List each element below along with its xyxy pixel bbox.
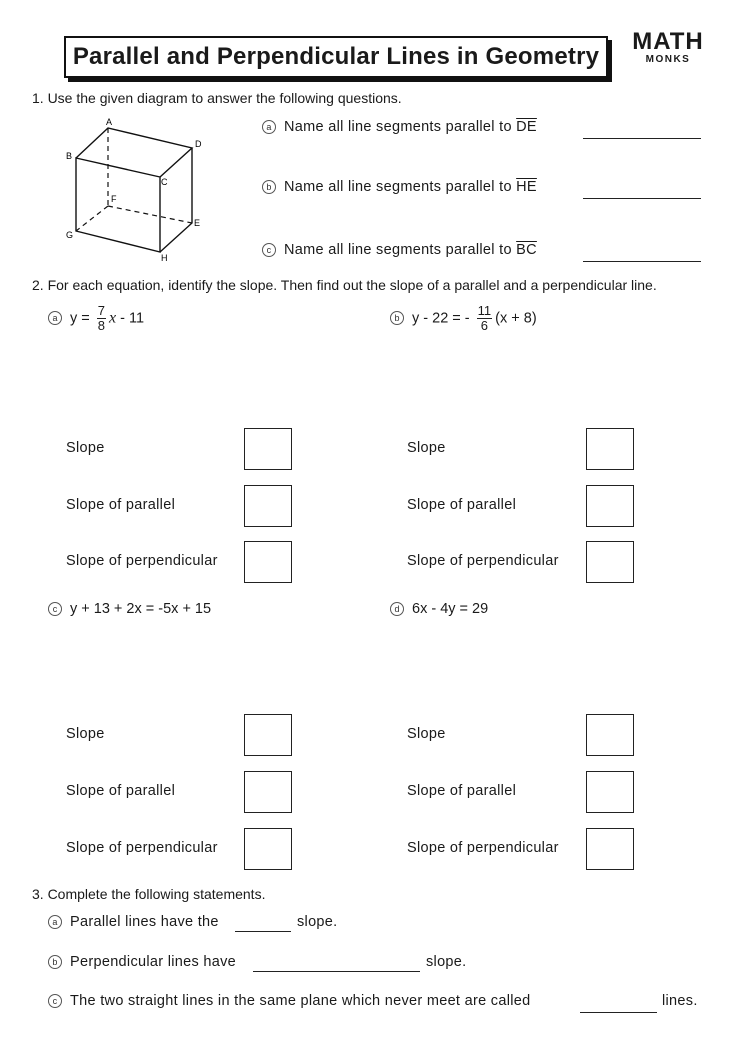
- q2a-perpendicular-label: Slope of perpendicular: [66, 553, 218, 569]
- vertex-c-label: C: [161, 177, 168, 187]
- q2d-eq-text: 6x - 4y = 29: [412, 601, 489, 617]
- q2-prompt: 2. For each equation, identify the slope. Then find out the slope of a parallel and a perpendicular line.: [32, 277, 657, 293]
- q2a-denominator: 8: [97, 318, 106, 333]
- q2d-marker: d: [390, 602, 404, 616]
- q3b-after: slope.: [426, 954, 467, 970]
- q2c-slope-box[interactable]: [244, 714, 292, 756]
- vertex-a-label: A: [106, 117, 113, 127]
- q2c-equation: [48, 601, 211, 617]
- q3a-after: slope.: [297, 914, 338, 930]
- q2a-numerator: 7: [97, 303, 106, 318]
- q3c-marker: c: [48, 994, 62, 1008]
- q1c-text: Name all line segments parallel to: [284, 242, 517, 258]
- q2d-perpendicular-label: Slope of perpendicular: [407, 840, 559, 856]
- q3a-marker: a: [48, 915, 62, 929]
- q2b-eq-post: (x + 8): [495, 310, 537, 327]
- vertex-g-label: G: [66, 230, 74, 240]
- q2b-equation: [390, 304, 537, 333]
- q2b-parallel-label: Slope of parallel: [407, 497, 517, 513]
- q2c-parallel-box[interactable]: [244, 771, 292, 813]
- q2c-perpendicular-label: Slope of perpendicular: [66, 840, 218, 856]
- q2a-variable: x: [109, 309, 117, 327]
- q2c-eq-text: y + 13 + 2x = -5x + 15: [70, 601, 212, 617]
- q2c-slope-label: Slope: [66, 726, 105, 742]
- q2a-eq-post: - 11: [116, 310, 145, 327]
- q1-prompt: 1. Use the given diagram to answer the following questions.: [32, 90, 402, 106]
- q2b-perpendicular-label: Slope of perpendicular: [407, 553, 559, 569]
- q2b-parallel-box[interactable]: [586, 485, 634, 527]
- q2d-parallel-label: Slope of parallel: [407, 783, 517, 799]
- q2b-marker: b: [390, 311, 404, 325]
- q2b-slope-label: Slope: [407, 440, 446, 456]
- q1b-item: [262, 179, 537, 195]
- q2c-perpendicular-box[interactable]: [244, 828, 292, 870]
- q3b-before: Perpendicular lines have: [70, 954, 236, 970]
- q2a-slope-box[interactable]: [244, 428, 292, 470]
- q2d-equation: [390, 601, 488, 617]
- worksheet-title-box: [64, 36, 608, 78]
- vertex-f-label: F: [111, 194, 117, 204]
- q1b-marker: b: [262, 180, 276, 194]
- q2a-perpendicular-box[interactable]: [244, 541, 292, 583]
- q2b-perpendicular-box[interactable]: [586, 541, 634, 583]
- q2a-parallel-label: Slope of parallel: [66, 497, 176, 513]
- logo-top-text: MATH: [632, 28, 704, 55]
- q1a-answer-line[interactable]: [583, 138, 701, 139]
- q3c-after: lines.: [662, 993, 698, 1009]
- q2d-slope-box[interactable]: [586, 714, 634, 756]
- q1c-answer-line[interactable]: [583, 261, 701, 262]
- q3-prompt: 3. Complete the following statements.: [32, 886, 266, 902]
- q2a-fraction: [97, 304, 106, 333]
- vertex-e-label: E: [194, 218, 201, 228]
- q2b-slope-box[interactable]: [586, 428, 634, 470]
- q1c-segment: $\overline{BC}$: [516, 242, 537, 258]
- q3b-blank[interactable]: [253, 971, 420, 972]
- q3a-blank[interactable]: [235, 931, 291, 932]
- q2b-eq-pre: y - 22 = -: [412, 310, 474, 327]
- q2b-numerator: 11: [477, 303, 492, 318]
- cube-diagram: [60, 115, 220, 265]
- q2c-parallel-label: Slope of parallel: [66, 783, 176, 799]
- logo-bottom-text: MONKS: [645, 54, 691, 65]
- q1b-text: Name all line segments parallel to: [284, 179, 517, 195]
- q1a-segment: $\overline{DE}$: [516, 119, 537, 135]
- q3c-item: [48, 993, 530, 1009]
- q1c-item: [262, 242, 537, 258]
- q2b-denominator: 6: [480, 318, 489, 333]
- vertex-d-label: D: [195, 139, 202, 149]
- q3c-blank[interactable]: [580, 1012, 657, 1013]
- q2d-parallel-box[interactable]: [586, 771, 634, 813]
- q2c-marker: c: [48, 602, 62, 616]
- q1b-answer-line[interactable]: [583, 198, 701, 199]
- q1a-item: [262, 119, 537, 135]
- q2a-parallel-box[interactable]: [244, 485, 292, 527]
- q2a-marker: a: [48, 311, 62, 325]
- q2d-perpendicular-box[interactable]: [586, 828, 634, 870]
- q2d-slope-label: Slope: [407, 726, 446, 742]
- q3b-item: [48, 954, 236, 970]
- q1b-segment: $\overline{HE}$: [516, 179, 537, 195]
- q3b-marker: b: [48, 955, 62, 969]
- worksheet-title: Parallel and Perpendicular Lines in Geometry: [72, 43, 600, 70]
- vertex-h-label: H: [161, 253, 168, 263]
- q3c-before: The two straight lines in the same plane which never meet are called: [70, 993, 531, 1009]
- math-monks-logo: [618, 30, 718, 65]
- q1a-marker: a: [262, 120, 276, 134]
- q1c-marker: c: [262, 243, 276, 257]
- q2a-eq-pre: y =: [70, 310, 94, 327]
- q3a-item: [48, 914, 219, 930]
- q2a-slope-label: Slope: [66, 440, 105, 456]
- q1a-text: Name all line segments parallel to: [284, 119, 517, 135]
- q2b-fraction: [477, 304, 493, 333]
- vertex-b-label: B: [66, 151, 73, 161]
- q2a-equation: [48, 304, 144, 333]
- q3a-before: Parallel lines have the: [70, 914, 219, 930]
